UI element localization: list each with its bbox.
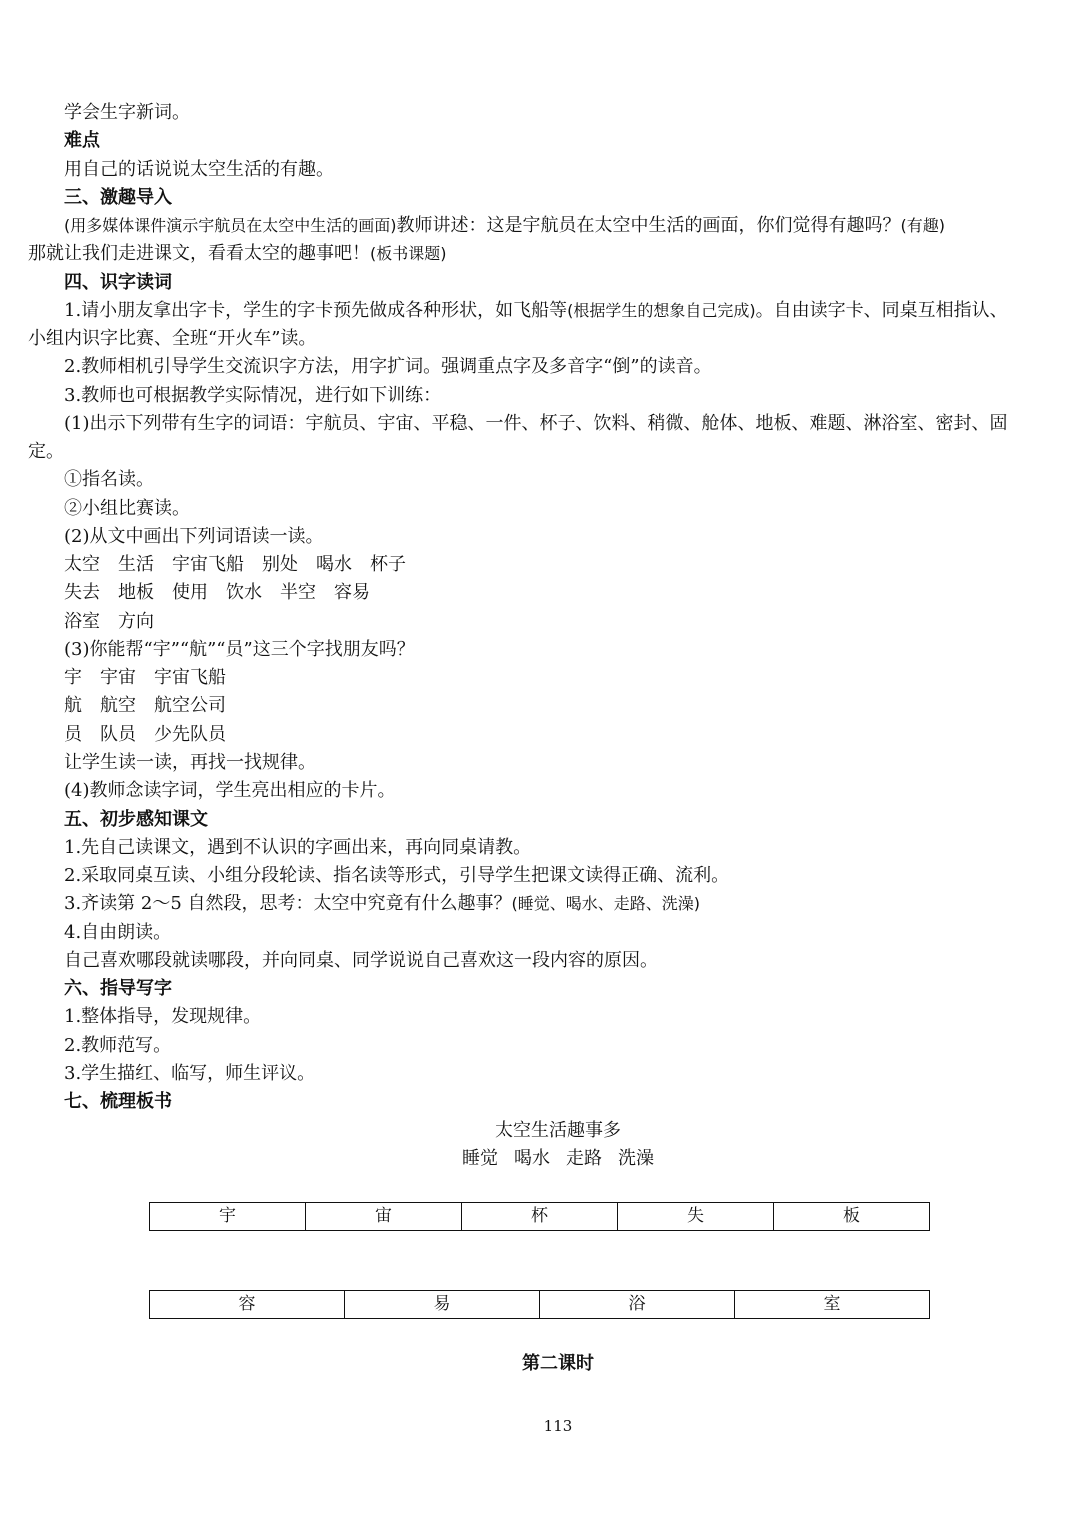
- word: 航: [64, 695, 82, 716]
- text-line: (1)出示下列带有生字的词语：宇航员、宇宙、平稳、一件、杯子、饮料、稍微、舱体、地板、难题、淋浴室、密封、固: [64, 413, 1008, 434]
- board-item: 走路: [566, 1148, 602, 1169]
- lesson-title: 第二课时: [522, 1353, 594, 1374]
- word: 航空公司: [154, 695, 226, 716]
- teaching-note: (用多媒体课件演示宇航员在太空中生活的画面): [64, 216, 397, 235]
- character-card: 宙: [306, 1203, 462, 1231]
- word-row: [64, 551, 1058, 579]
- word: 航空: [100, 695, 136, 716]
- character-card-row: [149, 1202, 930, 1231]
- section-heading: 五、初步感知课文: [64, 809, 208, 830]
- page-number: 113: [543, 1417, 573, 1435]
- text-line: (3)你能帮“宇”“航”“员”这三个字找朋友吗？: [64, 639, 415, 660]
- word: 失去: [64, 582, 100, 603]
- text-line: 让学生读一读，再找一找规律。: [64, 752, 316, 773]
- word: 容易: [334, 582, 370, 603]
- text-span: 。自由读字卡、同桌互相指认、: [755, 300, 1008, 321]
- text-line: 2.教师范写。: [64, 1035, 172, 1056]
- board-item: 睡觉: [462, 1148, 498, 1169]
- text-line: 1.整体指导，发现规律。: [64, 1006, 262, 1027]
- word: 宇宙飞船: [154, 667, 226, 688]
- character-card: 浴: [540, 1291, 735, 1319]
- word: 使用: [172, 582, 208, 603]
- text-line: 3.教师也可根据教学实际情况，进行如下训练：: [64, 385, 442, 406]
- word-family-row: [64, 721, 1058, 749]
- word-row: [64, 608, 1058, 636]
- word-row: [64, 579, 1058, 607]
- word: 地板: [118, 582, 154, 603]
- text-line: ①指名读。: [64, 469, 154, 490]
- word: 饮水: [226, 582, 262, 603]
- word: 少先队员: [154, 724, 226, 745]
- text-line: 3.学生描红、临写，师生评议。: [64, 1063, 316, 1084]
- section-heading: 难点: [64, 130, 100, 151]
- board-item: 洗澡: [618, 1148, 654, 1169]
- character-card: 杯: [462, 1203, 618, 1231]
- text-line: 2.教师相机引导学生交流识字方法，用字扩词。强调重点字及多音字“倒”的读音。: [64, 356, 712, 377]
- word: 太空: [64, 554, 100, 575]
- text-line: 定。: [28, 441, 64, 462]
- word: 别处: [262, 554, 298, 575]
- character-card: 失: [618, 1203, 774, 1231]
- word: 宇宙: [100, 667, 136, 688]
- word: 浴室: [64, 611, 100, 632]
- teaching-note: (板书课题): [370, 244, 447, 263]
- word: 队员: [100, 724, 136, 745]
- word: 杯子: [370, 554, 406, 575]
- text-line: [64, 890, 1058, 918]
- character-card: 板: [774, 1203, 930, 1231]
- character-card: 室: [735, 1291, 930, 1319]
- text-line: [64, 297, 1058, 325]
- text-span: 1.请小朋友拿出字卡，学生的字卡预先做成各种形状，如飞船等: [64, 300, 568, 321]
- text-line: ②小组比赛读。: [64, 498, 190, 519]
- paragraph-intro-line2: [28, 240, 1058, 268]
- text-span: 那就让我们走进课文，看看太空的趣事吧！: [28, 243, 370, 264]
- word: 半空: [280, 582, 316, 603]
- board-title: 太空生活趣事多: [495, 1120, 621, 1141]
- section-heading: 四、识字读词: [64, 272, 172, 293]
- text-span: 3.齐读第 2～5 自然段，思考：太空中究竟有什么趣事？: [64, 893, 512, 914]
- character-card: 宇: [150, 1203, 306, 1231]
- character-card: 易: [345, 1291, 540, 1319]
- text-line: 小组内识字比赛、全班“开火车”读。: [28, 328, 317, 349]
- text-line: (4)教师念读字词，学生亮出相应的卡片。: [64, 780, 396, 801]
- section-heading: 三、激趣导入: [64, 187, 172, 208]
- word: 方向: [118, 611, 154, 632]
- text-line: 用自己的话说说太空生活的有趣。: [64, 159, 334, 180]
- word: 生活: [118, 554, 154, 575]
- word: 喝水: [316, 554, 352, 575]
- teaching-note: (根据学生的想象自己完成): [567, 301, 756, 320]
- text-line: 自己喜欢哪段就读哪段，并向同桌、同学说说自己喜欢这一段内容的原因。: [64, 950, 658, 971]
- text-line: (2)从文中画出下列词语读一读。: [64, 526, 324, 547]
- text-span: 教师讲述：这是宇航员在太空中生活的画面，你们觉得有趣吗？: [396, 215, 901, 236]
- word: 宇宙飞船: [172, 554, 244, 575]
- character-card: 容: [150, 1291, 345, 1319]
- word-family-row: [64, 664, 1058, 692]
- teaching-note: (有趣): [900, 216, 945, 235]
- board-item: 喝水: [514, 1148, 550, 1169]
- word: 宇: [64, 667, 82, 688]
- word: 员: [64, 724, 82, 745]
- text-line: 4.自由朗读。: [64, 922, 172, 943]
- paragraph-intro-line1: [64, 212, 1058, 240]
- text-line: 学会生字新词。: [64, 102, 190, 123]
- word-family-row: [64, 692, 1058, 720]
- text-line: 1.先自己读课文，遇到不认识的字画出来，再向同桌请教。: [64, 837, 532, 858]
- character-card-row: [149, 1290, 930, 1319]
- board-items: [0, 1145, 1080, 1173]
- section-heading: 七、梳理板书: [64, 1091, 172, 1112]
- section-heading: 六、指导写字: [64, 978, 172, 999]
- teaching-note: (睡觉、喝水、走路、洗澡): [511, 894, 701, 913]
- text-line: 2.采取同桌互读、小组分段轮读、指名读等形式，引导学生把课文读得正确、流利。: [64, 865, 730, 886]
